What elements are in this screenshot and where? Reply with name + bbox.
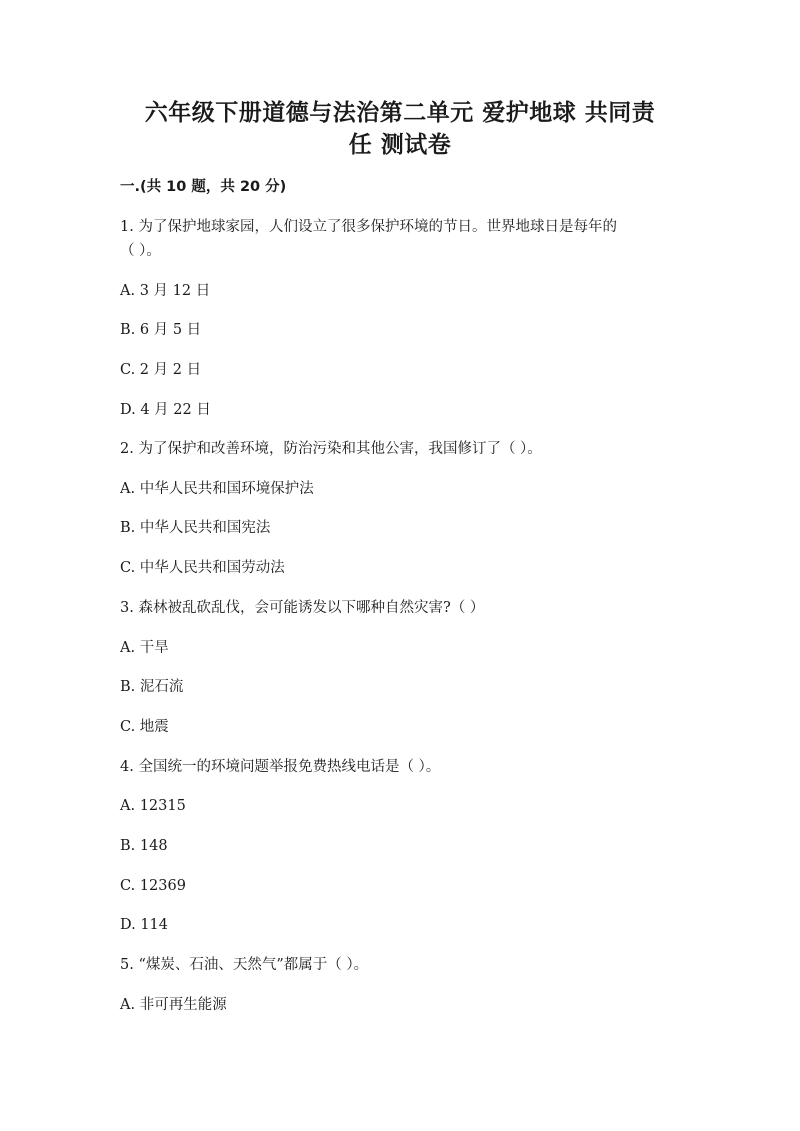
question-1-option-d: D. 4 月 22 日 bbox=[120, 402, 211, 418]
question-1-option-a: A. 3 月 12 日 bbox=[120, 283, 211, 299]
question-1-stem: 1. 为了保护地球家园，人们设立了很多保护环境的节日。世界地球日是每年的 bbox=[120, 219, 617, 235]
question-4-option-a: A. 12315 bbox=[120, 798, 186, 814]
question-1-option-c: C. 2 月 2 日 bbox=[120, 362, 202, 378]
question-1-stem-continued: （ ）。 bbox=[120, 243, 161, 259]
question-4-stem: 4. 全国统一的环境问题举报免费热线电话是（ ）。 bbox=[120, 759, 441, 775]
question-5-option-a: A. 非可再生能源 bbox=[120, 997, 227, 1013]
question-2-option-b: B. 中华人民共和国宪法 bbox=[120, 520, 271, 536]
question-3-stem: 3. 森林被乱砍乱伐，会可能诱发以下哪种自然灾害?（ ） bbox=[120, 600, 485, 616]
question-2-option-a: A. 中华人民共和国环境保护法 bbox=[120, 481, 314, 497]
question-4-option-b: B. 148 bbox=[120, 838, 168, 854]
page-title-line-2: 任 测试卷 bbox=[348, 132, 452, 158]
question-1-option-b: B. 6 月 5 日 bbox=[120, 322, 202, 338]
section-heading: 一.(共 10 题，共 20 分) bbox=[120, 179, 287, 195]
question-2-option-c: C. 中华人民共和国劳动法 bbox=[120, 560, 285, 576]
page-title-line-1: 六年级下册道德与法治第二单元 爱护地球 共同责 bbox=[144, 100, 656, 126]
question-3-option-c: C. 地震 bbox=[120, 719, 169, 735]
question-3-option-a: A. 干旱 bbox=[120, 640, 169, 656]
question-3-option-b: B. 泥石流 bbox=[120, 679, 184, 695]
question-2-stem: 2. 为了保护和改善环境，防治污染和其他公害，我国修订了（ ）。 bbox=[120, 441, 542, 457]
question-5-stem: 5. “煤炭、石油、天然气”都属于（ ）。 bbox=[120, 957, 369, 973]
question-4-option-d: D. 114 bbox=[120, 917, 169, 933]
question-4-option-c: C. 12369 bbox=[120, 878, 186, 894]
